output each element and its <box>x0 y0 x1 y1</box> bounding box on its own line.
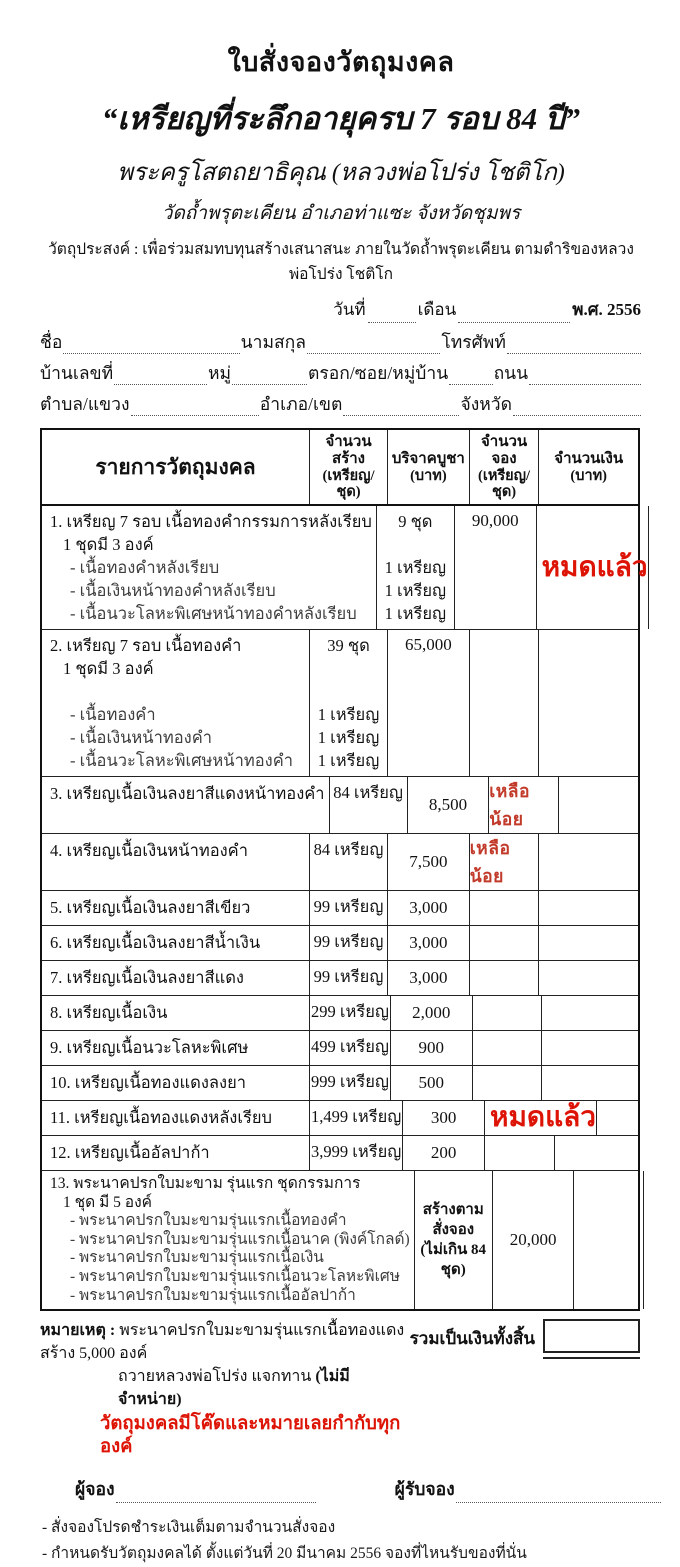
item-description-cell: 2. เหรียญ 7 รอบ เนื้อทองคำ 1 ชุดมี 3 องค์ - เนื้อทองคำ - เนื้อเงินหน้าทองคำ - เนื้อนวะโลหะพิเศษหน้าทองคำ <box>50 636 293 770</box>
field-label: ตรอก/ซอย/หมู่บ้าน <box>308 363 449 383</box>
field-label: นามสกุล <box>240 332 306 352</box>
item-description-cell: 3. เหรียญเนื้อเงินลงยาสีแดงหน้าทองคำ <box>50 784 325 803</box>
note-label: หมายเหตุ : <box>40 1322 116 1340</box>
field-blank <box>307 339 440 354</box>
table-row <box>42 995 638 1030</box>
amount-cell <box>538 891 638 925</box>
availability-status: เหลือน้อย <box>469 838 511 886</box>
quantity-made-cell: 9 ชุด 1 เหรียญ 1 เหรียญ 1 เหรียญ <box>376 506 454 629</box>
amount-cell <box>596 1101 638 1135</box>
field-label: โทรศัพท์ <box>441 332 506 352</box>
item-description-cell: 8. เหรียญเนื้อเงิน <box>50 1003 168 1022</box>
item-description-cell: 5. เหรียญเนื้อเงินลงยาสีเขียว <box>50 898 251 917</box>
field-blank <box>449 370 492 385</box>
table-row <box>42 1135 638 1170</box>
table-row <box>42 629 638 776</box>
donation-price-cell: 500 <box>390 1066 472 1100</box>
donation-price-cell: 8,500 <box>407 777 489 833</box>
table-row <box>42 1100 638 1135</box>
field-label: ชื่อ <box>40 332 63 352</box>
footer-note-line: - กำหนดรับวัตถุมงคลได้ ตั้งแต่วันที่ 20 มีนาคม 2556 จองที่ไหนรับของที่นั่น <box>42 1545 527 1563</box>
quantity-made-cell: 99 เหรียญ <box>309 891 387 925</box>
receiver-signature-blank <box>456 1488 661 1503</box>
commemorative-subtitle: “เหรียญที่ระลึกอายุครบ 7 รอบ 84 ปี” <box>101 101 581 136</box>
quantity-made-cell: 84 เหรียญ <box>329 777 407 833</box>
reserved-quantity-cell <box>469 926 539 960</box>
donation-price-cell: 3,000 <box>387 926 469 960</box>
date-month-blank <box>458 308 570 323</box>
table-row <box>42 925 638 960</box>
date-day-label: วันที่ <box>333 300 366 319</box>
col-header-reserved-quantity: จำนวนจอง (เหรียญ/ชุด) <box>469 430 539 504</box>
note-block <box>40 1319 410 1459</box>
availability-status: หมดแล้ว <box>490 1102 597 1133</box>
note-line-2-text: ถวายหลวงพ่อโปร่ง แจกทาน <box>118 1368 316 1386</box>
field-blank <box>131 401 259 416</box>
reserved-quantity-cell <box>536 506 648 629</box>
availability-status: เหลือน้อย <box>489 781 531 829</box>
items-table <box>40 428 648 1311</box>
donation-price-cell: 300 <box>402 1101 484 1135</box>
reserved-quantity-cell <box>469 891 539 925</box>
date-line <box>40 296 642 323</box>
amount-cell <box>541 996 638 1030</box>
donation-price-cell: 7,500 <box>387 834 469 890</box>
receiver-signature <box>395 1475 662 1503</box>
quantity-made-cell: 84 เหรียญ <box>309 834 387 890</box>
field-blank <box>232 370 307 385</box>
reserved-quantity-cell <box>469 961 539 995</box>
field-blank <box>513 401 641 416</box>
quantity-made-cell: 299 เหรียญ <box>309 996 390 1030</box>
reserved-quantity-cell <box>488 777 558 833</box>
item-description-cell: 6. เหรียญเนื้อเงินลงยาสีน้ำเงิน <box>50 933 261 952</box>
quantity-made-cell: 99 เหรียญ <box>309 961 387 995</box>
item-description-cell: 11. เหรียญเนื้อทองแดงหลังเรียบ <box>50 1108 273 1127</box>
field-blank <box>507 339 641 354</box>
temple-line: วัดถ้ำพรุตะเคียน อำเภอท่าแซะ จังหวัดชุมพร <box>161 203 521 224</box>
quantity-made-cell: 1,499 เหรียญ <box>309 1101 402 1135</box>
table-row <box>42 1065 638 1100</box>
donation-price-cell: 65,000 <box>387 630 469 776</box>
field-label: ถนน <box>493 363 529 383</box>
quantity-made-cell: 3,999 เหรียญ <box>309 1136 402 1170</box>
field-blank <box>63 339 239 354</box>
donation-price-cell: 900 <box>390 1031 472 1065</box>
signature-row <box>40 1475 642 1503</box>
amount-cell <box>648 506 649 629</box>
purpose-line: วัตถุประสงค์ : เพื่อร่วมสมทบทุนสร้างเสนาสนะ ภายในวัดถ้ำพรุตะเคียน ตามดำริของหลวงพ่อโปร่ง โชติโก <box>48 241 634 283</box>
orderer-signature-blank <box>116 1488 316 1503</box>
contact-field-row <box>40 330 642 354</box>
availability-status: หมดแล้ว <box>541 551 648 583</box>
amount-cell <box>554 1136 638 1170</box>
table-row <box>42 1170 638 1309</box>
item-description-cell: 10. เหรียญเนื้อทองแดงลงยา <box>50 1073 247 1092</box>
grand-total-label: รวมเป็นเงินทั้งสิ้น <box>409 1329 535 1349</box>
table-row <box>42 960 638 995</box>
amount-cell <box>538 926 638 960</box>
field-label: ตำบล/แขวง <box>40 394 130 414</box>
donation-price-cell: 90,000 <box>454 506 536 629</box>
form-header <box>40 40 642 286</box>
item-description-cell: 9. เหรียญเนื้อนวะโลหะพิเศษ <box>50 1038 249 1057</box>
donation-price-cell: 20,000 <box>492 1171 574 1309</box>
orderer-signature-label: ผู้จอง <box>75 1479 115 1500</box>
item-description-cell: 13. พระนาคปรกใบมะขาม รุ่นแรก ชุดกรรมการ 1 ชุด มี 5 องค์ - พระนาคปรกใบมะขามรุ่นแรกเนื้อทองคำ - พระนาคปรกใบมะขามรุ่นแรกเนื้อนาค (พิงค์โกลด์) - พระนาคปรกใบมะขามรุ่นแรกเนื้อเงิน - พระนาคปรกใบมะขามรุ่นแรกเนื้อนวะโลหะพิเศษ - พระนาคปรกใบมะขามรุ่นแรกเนื้ออัลปาก้า <box>50 1175 410 1304</box>
amount-cell <box>538 630 638 776</box>
quantity-made-cell: 999 เหรียญ <box>309 1066 390 1100</box>
note-line-1-text: พระนาคปรกใบมะขามรุ่นแรกเนื้อทองแดง สร้าง 5,000 องค์ <box>40 1322 405 1363</box>
donation-price-cell: 3,000 <box>387 891 469 925</box>
reserved-quantity-cell <box>484 1136 554 1170</box>
note-and-total-row <box>40 1319 640 1459</box>
col-header-amount: จำนวนเงิน (บาท) <box>538 430 638 504</box>
table-row <box>42 1030 638 1065</box>
donation-price-cell: 200 <box>402 1136 484 1170</box>
item-description-cell: 4. เหรียญเนื้อเงินหน้าทองคำ <box>50 841 248 860</box>
field-label: อำเภอ/เขต <box>259 394 343 414</box>
quantity-made-cell: 499 เหรียญ <box>309 1031 390 1065</box>
table-row <box>42 776 638 833</box>
reserved-quantity-cell <box>484 1101 596 1135</box>
footer-notes <box>40 1515 642 1567</box>
note-line-1 <box>40 1319 410 1365</box>
note-line-2 <box>40 1365 410 1411</box>
col-header-item: รายการวัตถุมงคล <box>95 455 256 479</box>
table-row <box>42 833 638 890</box>
quantity-made-cell: สร้างตามสั่งจอง (ไม่เกิน 84 ชุด) <box>414 1171 492 1309</box>
page-title: ใบสั่งจองวัตถุมงคล <box>227 47 455 77</box>
item-description-cell: 7. เหรียญเนื้อเงินลงยาสีแดง <box>50 968 244 987</box>
amount-cell <box>538 834 638 890</box>
reserved-quantity-cell <box>573 1171 643 1309</box>
amount-cell <box>643 1171 644 1309</box>
footer-note-line: - สั่งจองโปรดชำระเงินเต็มตามจำนวนสั่งจอง <box>42 1519 336 1537</box>
field-label: หมู่ <box>208 363 232 383</box>
reserved-quantity-cell <box>469 834 539 890</box>
grand-total-box-wrap <box>543 1319 640 1359</box>
reserved-quantity-cell <box>472 996 542 1030</box>
amount-cell <box>538 961 638 995</box>
reserved-quantity-cell <box>469 630 539 776</box>
date-day-blank <box>368 308 416 323</box>
receiver-signature-label: ผู้รับจอง <box>394 1479 455 1500</box>
table-row <box>42 506 648 629</box>
field-label: บ้านเลขที่ <box>40 363 114 383</box>
reserved-quantity-cell <box>472 1031 542 1065</box>
col-header-donation-price: บริจาคบูชา (บาท) <box>387 430 469 504</box>
note-line-3-red: วัตถุมงคลมีโค๊ดและหมายเลยกำกับทุกองค์ <box>100 1414 401 1458</box>
date-year-value: พ.ศ. 2556 <box>572 300 641 319</box>
amount-cell <box>541 1066 638 1100</box>
contact-field-row <box>40 361 642 385</box>
quantity-made-cell: 39 ชุด 1 เหรียญ 1 เหรียญ 1 เหรียญ <box>309 630 387 776</box>
table-row <box>42 890 638 925</box>
reserved-quantity-cell <box>472 1066 542 1100</box>
date-month-label: เดือน <box>417 300 457 319</box>
amount-cell <box>558 777 638 833</box>
field-label: จังหวัด <box>460 394 512 414</box>
item-description-cell: 1. เหรียญ 7 รอบ เนื้อทองคำกรรมการหลังเรียบ 1 ชุดมี 3 องค์ - เนื้อทองคำหลังเรียบ - เนื้อเงินหน้าทองคำหลังเรียบ - เนื้อนวะโลหะพิเศษหน้าทองคำหลังเรียบ <box>50 512 372 623</box>
contact-field-row <box>40 392 642 416</box>
grand-total-input-box <box>543 1319 640 1353</box>
orderer-signature <box>75 1475 317 1503</box>
donation-price-cell: 2,000 <box>390 996 472 1030</box>
donation-price-cell: 3,000 <box>387 961 469 995</box>
table-header-row <box>42 430 638 506</box>
field-blank <box>529 370 641 385</box>
grand-total-area <box>410 1319 640 1459</box>
table-body <box>42 506 648 1309</box>
amount-cell <box>541 1031 638 1065</box>
note-line-2-bold: (ไม่มีจำหน่าย) <box>118 1368 350 1409</box>
field-blank <box>114 370 207 385</box>
quantity-made-cell: 99 เหรียญ <box>309 926 387 960</box>
item-description-cell: 12. เหรียญเนื้ออัลปาก้า <box>50 1143 210 1162</box>
monk-name: พระครูโสตถยาธิคุณ (หลวงพ่อโปร่ง โชติโก) <box>117 160 565 186</box>
contact-fields <box>40 330 642 416</box>
field-blank <box>343 401 459 416</box>
col-header-quantity-made: จำนวนสร้าง (เหรียญ/ชุด) <box>309 430 387 504</box>
